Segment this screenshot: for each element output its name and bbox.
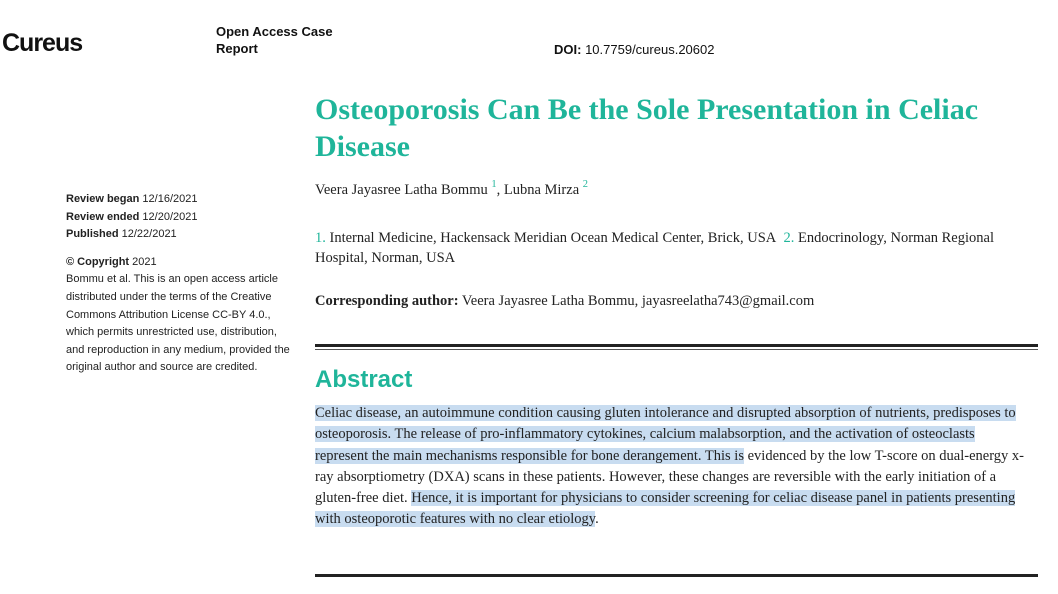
author-name[interactable]: Lubna Mirza [503, 182, 580, 198]
article-type-label: Open Access Case Report [216, 24, 333, 56]
published-label: Published [66, 228, 119, 241]
author-name[interactable]: Veera Jayasree Latha Bommu [315, 182, 488, 198]
author-affiliation-ref: 2 [582, 179, 589, 190]
affiliation-number: 2. [783, 230, 795, 246]
affiliation-text: Endocrinology, Norman Regional Hospital, Norman, USA [315, 230, 994, 266]
review-ended-label: Review ended [66, 210, 140, 223]
section-divider [315, 344, 1038, 347]
abstract-body [315, 403, 1030, 531]
section-divider-bottom [315, 574, 1038, 577]
review-ended-date: 12/20/2021 [142, 210, 198, 223]
selected-text[interactable]: Celiac disease, an autoimmune condition causing gluten intolerance and disrupted absorption of nutrients, predisposes to osteoporosis. The release of pro-inflammatory cytokines, calcium malabsorption, and the activation of osteoclasts represent the main mechanisms responsible for bone derangement. This is [315, 405, 1016, 464]
author-list [315, 179, 589, 199]
copyright-year: 2021 [132, 255, 157, 268]
review-began [66, 191, 291, 209]
spacer [66, 244, 291, 254]
article-info-sidebar [66, 191, 291, 377]
corresponding-author-label: Corresponding author: [315, 293, 459, 309]
license-text: Bommu et al. This is an open access article distributed under the terms of the Creative Commons Attribution License CC-BY 4.0., which permits unrestricted use, distribution, and reproduction in any medium, provided the original author and source are credited. [66, 273, 290, 374]
affiliations [315, 228, 1030, 268]
review-ended [66, 209, 291, 227]
affiliation-number: 1. [315, 230, 326, 246]
doi-link[interactable]: 10.7759/cureus.20602 [585, 42, 715, 57]
corresponding-author [315, 293, 814, 310]
published [66, 226, 291, 244]
author-affiliation-ref: 1 [491, 179, 497, 190]
affiliation-text: Internal Medicine, Hackensack Meridian Ocean Medical Center, Brick, USA [329, 230, 777, 246]
doi [554, 42, 714, 57]
review-began-label: Review began [66, 193, 140, 205]
abstract-text-end: . [595, 511, 599, 528]
copyright-label: © Copyright [66, 255, 130, 268]
abstract-heading: Abstract [315, 366, 413, 393]
journal-logo: Cureus [2, 29, 83, 57]
review-began-date: 12/16/2021 [142, 193, 198, 205]
doi-label: DOI: [554, 42, 582, 57]
article-title: Osteoporosis Can Be the Sole Presentation in Celiac Disease [315, 93, 979, 163]
copyright [66, 254, 291, 272]
author-separator: , [496, 182, 504, 198]
published-date: 12/22/2021 [121, 228, 177, 241]
selected-text[interactable]: Hence, it is important for physicians to consider screening for celiac disease panel in patients presenting with osteoporotic features with no clear etiology [315, 490, 1016, 528]
section-divider-thin [315, 349, 1038, 350]
corresponding-author-value: Veera Jayasree Latha Bommu, jayasreelatha743@gmail.com [461, 293, 815, 309]
abstract-text-plain: evidenced by the low T-score on dual-energy x-ray absorptiometry (DXA) scans in these patients. However, these changes are reversible with the early initiation of a gluten-free diet. [315, 447, 1024, 507]
